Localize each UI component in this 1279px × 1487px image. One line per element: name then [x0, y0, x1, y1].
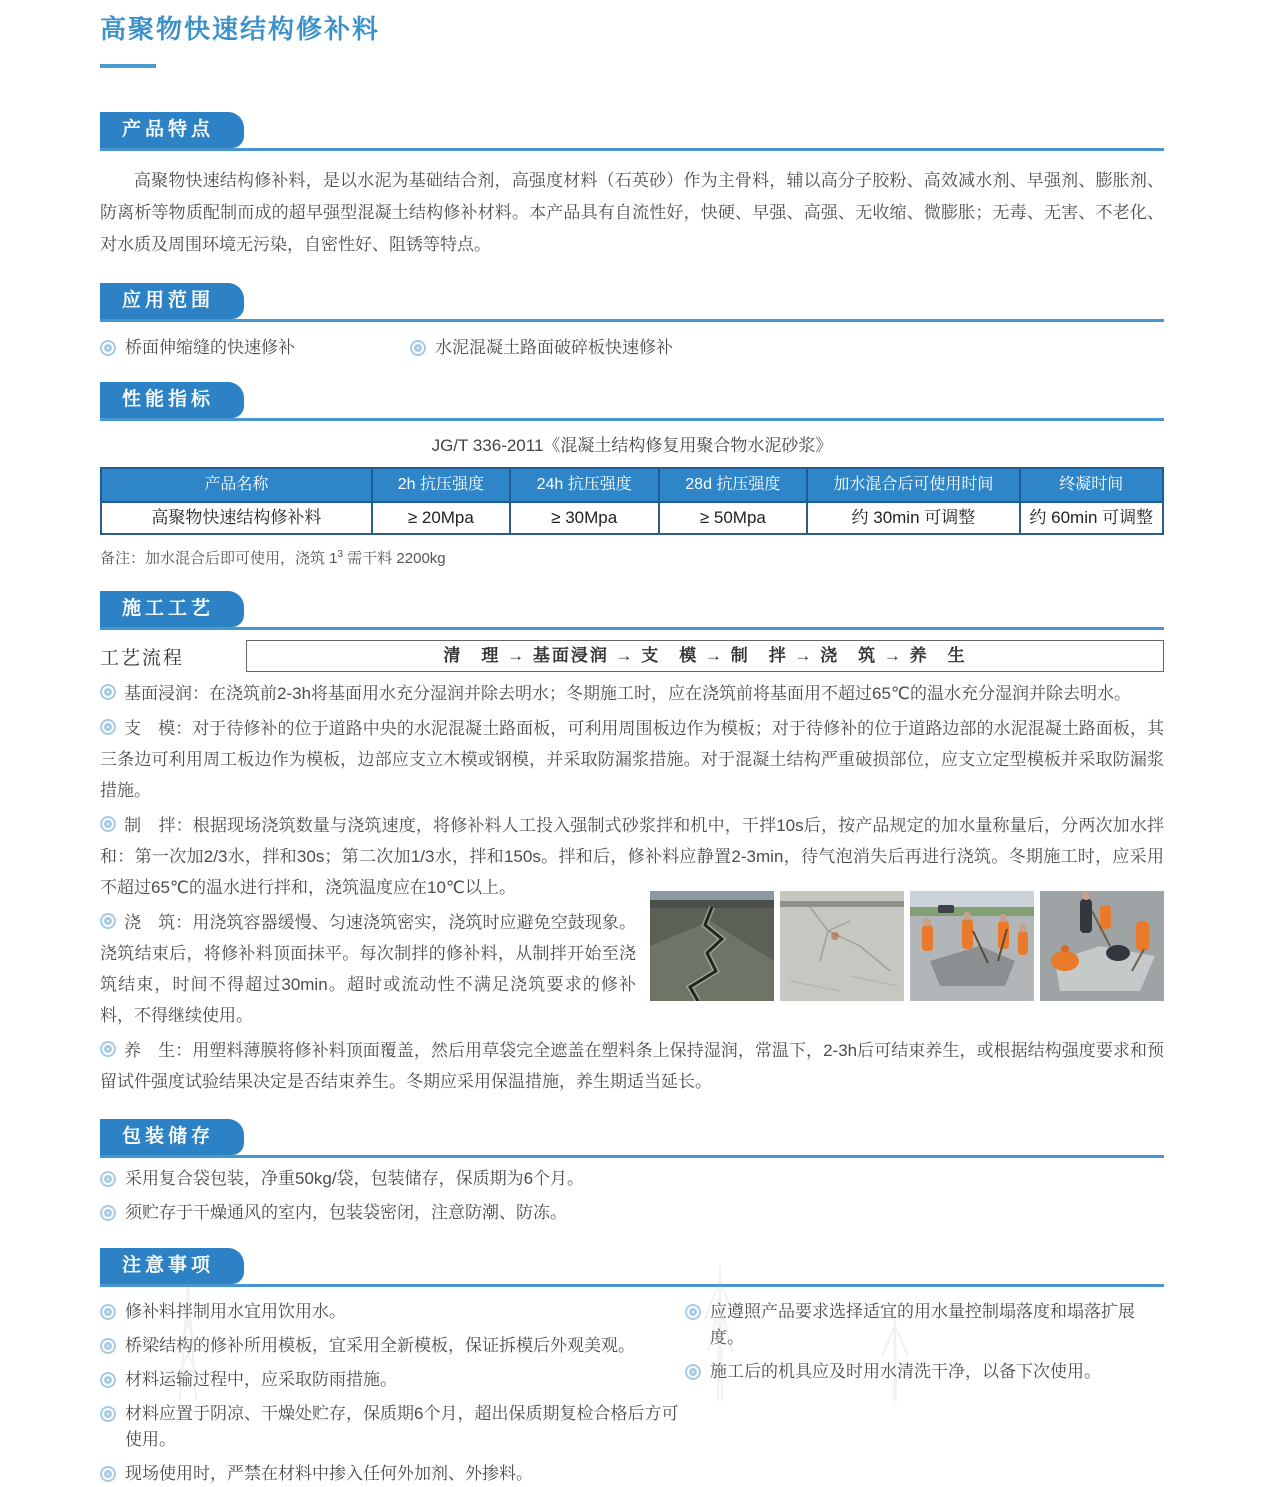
table-cell: ≥ 50Mpa: [659, 502, 808, 534]
note-item-label: 现场使用时，严禁在材料中掺入任何外加剂、外掺料。: [125, 1464, 533, 1483]
table-header-cell: 终凝时间: [1020, 468, 1163, 502]
section-header-notes: [100, 1248, 1164, 1287]
section-header-performance: [100, 382, 1164, 421]
ring-bullet-icon: [100, 1304, 116, 1320]
process-step-text: 养 生：用塑料薄膜将修补料顶面覆盖，然后用草袋完全遮盖在塑料条上保持湿润，常温下，2-3h后可结束养生，或根据结构强度要求和预留试件强度试验结果决定是否结束养生。冬期应采用保温措施，养生期适当延长。: [100, 1041, 1164, 1091]
note-item-label: 修补料拌制用水宜用饮用水。: [125, 1302, 346, 1321]
table-header-cell: 2h 抗压强度: [372, 468, 510, 502]
site-photo-strip: [650, 891, 1164, 1001]
process-step-text: 浇 筑：用浇筑容器缓慢、匀速浇筑密实，浇筑时应避免空鼓现象。浇筑结束后，将修补料顶面抹平。每次制拌的修补料，从制拌开始至浇筑结束，时间不得超过30min。超时或流动性不满足浇筑要求的修补料，不得继续使用。: [100, 913, 636, 1025]
section-tab-packaging: 包装储存: [100, 1119, 244, 1155]
table-header-row: [101, 468, 1163, 502]
section-tab-performance: 性能指标: [100, 382, 244, 418]
packaging-item-label: 须贮存于干燥通风的室内，包装袋密闭，注意防潮、防冻。: [125, 1203, 567, 1222]
note-item: [685, 1359, 1164, 1385]
process-step-text: 支 模：对于待修补的位于道路中央的水泥混凝土路面板，可利用周围板边作为模板；对于待修补的位于道路边部的水泥混凝土路面板，其三条边可利用周工板边作为模板，边部应支立木模或钢模，并采取防漏浆措施。对于混凝土结构严重破损部位，应支立定型模板并采取防漏浆措施。: [100, 719, 1164, 800]
photo-workers-breaking-pavement: [910, 891, 1034, 1001]
section-header-applications: [100, 283, 1164, 322]
table-header-cell: 24h 抗压强度: [510, 468, 659, 502]
process-steps: [100, 678, 1164, 1097]
table-cell: ≥ 30Mpa: [510, 502, 659, 534]
table-cell: 高聚物快速结构修补料: [101, 502, 372, 534]
table-row: [101, 502, 1163, 534]
photo-cracked-concrete-slab: [780, 891, 904, 1001]
packaging-item-label: 采用复合袋包装，净重50kg/袋，包装储存，保质期为6个月。: [125, 1169, 585, 1188]
features-paragraph: 高聚物快速结构修补料，是以水泥为基础结合剂，高强度材料（石英砂）作为主骨料，辅以高分子胶粉、高效减水剂、早强剂、膨胀剂、防离析等物质配制而成的超早强型混凝土结构修补材料。本产品具有自流性好，快硬、早强、高强、无收缩、微膨胀；无毒、无害、不老化、对水质及周围环境无污染，自密性好、阻锈等特点。: [100, 171, 1164, 254]
process-step: [100, 678, 1164, 709]
datasheet-page: [100, 0, 1164, 1487]
application-item: [410, 336, 673, 360]
ring-bullet-icon: [100, 1205, 116, 1221]
ring-bullet-icon: [410, 340, 426, 356]
ring-bullet-icon: [100, 1466, 116, 1482]
ring-bullet-icon: [100, 684, 116, 700]
title-underline: [100, 64, 156, 68]
pour-step-row: [100, 905, 1164, 1031]
packaging-item: [100, 1166, 1164, 1192]
process-step: [100, 907, 636, 1031]
flow-sequence: 清 理 → 基面浸润 → 支 模 → 制 拌 → 浇 筑 → 养 生: [246, 640, 1164, 672]
section-tab-features: 产品特点: [100, 112, 244, 148]
ring-bullet-icon: [100, 1338, 116, 1354]
performance-table: [100, 467, 1164, 535]
page-title: 高聚物快速结构修补料: [100, 14, 381, 44]
process-step: [100, 1035, 1164, 1097]
section-header-features: [100, 112, 1164, 151]
ring-bullet-icon: [100, 1406, 116, 1422]
ring-bullet-icon: [100, 816, 116, 832]
flow-label: 工艺流程: [100, 647, 185, 669]
section-header-process: [100, 591, 1164, 630]
ring-bullet-icon: [100, 1171, 116, 1187]
note-item-label: 材料运输过程中，应采取防雨措施。: [125, 1370, 397, 1389]
process-step-text: 制 拌：根据现场浇筑数量与浇筑速度，将修补料人工投入强制式砂浆拌和机中，干拌10s后，按产品规定的加水量称量后，分两次加水拌和：第一次加2/3水，拌和30s；第二次加1/3水，拌和150s。拌和后，修补料应静置2-3min，待气泡消失后再进行浇筑。冬期施工时，应采用不超过65℃的温水进行拌和，浇筑温度应在10℃以上。: [100, 816, 1164, 897]
table-header-cell: 28d 抗压强度: [659, 468, 808, 502]
application-item: [100, 336, 410, 360]
table-note-superscript: 3: [337, 549, 344, 560]
note-item-label: 应遵照产品要求选择适宜的用水量控制塌落度和塌落扩展度。: [710, 1302, 1135, 1347]
table-note: [100, 545, 1164, 569]
table-note-text: 需干料 2200kg: [343, 550, 446, 567]
ring-bullet-icon: [100, 1372, 116, 1388]
packaging-list: [100, 1166, 1164, 1226]
ring-bullet-icon: [100, 719, 116, 735]
note-item-label: 施工后的机具应及时用水清洗干净，以备下次使用。: [710, 1362, 1101, 1381]
watermark-tower-icon: [150, 1271, 240, 1401]
watermark-pole-icon: [870, 1311, 920, 1401]
table-cell: 约 60min 可调整: [1020, 502, 1163, 534]
note-item-label: 材料应置于阴凉、干燥处贮存，保质期6个月，超出保质期复检合格后方可使用。: [125, 1404, 679, 1449]
standard-reference: JG/T 336-2011《混凝土结构修复用聚合物水泥砂浆》: [431, 436, 833, 455]
notes-right-column: [685, 1291, 1164, 1487]
photo-cracked-asphalt-pavement: [650, 891, 774, 1001]
notes-columns: [100, 1291, 1164, 1487]
process-step: [100, 713, 1164, 806]
watermark-pylon-icon: [690, 1261, 750, 1401]
process-flow-row: [100, 640, 1164, 672]
application-item-label: 水泥混凝土路面破碎板快速修补: [435, 338, 673, 357]
section-tab-applications: 应用范围: [100, 283, 244, 319]
note-item-label: 桥梁结构的修补所用模板，宜采用全新模板，保证拆模后外观美观。: [125, 1336, 635, 1355]
table-header-cell: 加水混合后可使用时间: [807, 468, 1019, 502]
packaging-item: [100, 1200, 1164, 1226]
table-cell: 约 30min 可调整: [807, 502, 1019, 534]
process-step-text: 基面浸润：在浇筑前2-3h将基面用水充分湿润并除去明水；冬期施工时，应在浇筑前将基面用不超过65℃的温水充分湿润并除去明水。: [124, 684, 1132, 703]
table-note-text: 备注：加水混合后即可使用，浇筑 1: [100, 550, 338, 567]
photo-workers-placing-repair-mortar: [1040, 891, 1164, 1001]
table-header-cell: 产品名称: [101, 468, 372, 502]
section-tab-notes: 注意事项: [100, 1248, 244, 1284]
section-tab-process: 施工工艺: [100, 591, 244, 627]
note-item: [100, 1401, 685, 1453]
ring-bullet-icon: [100, 340, 116, 356]
application-item-label: 桥面伸缩缝的快速修补: [125, 338, 295, 357]
note-item: [100, 1461, 685, 1487]
ring-bullet-icon: [100, 913, 116, 929]
ring-bullet-icon: [100, 1041, 116, 1057]
applications-list: [100, 336, 1164, 360]
section-header-packaging: [100, 1119, 1164, 1158]
note-item: [685, 1299, 1164, 1351]
table-cell: ≥ 20Mpa: [372, 502, 510, 534]
process-step: [100, 810, 1164, 903]
